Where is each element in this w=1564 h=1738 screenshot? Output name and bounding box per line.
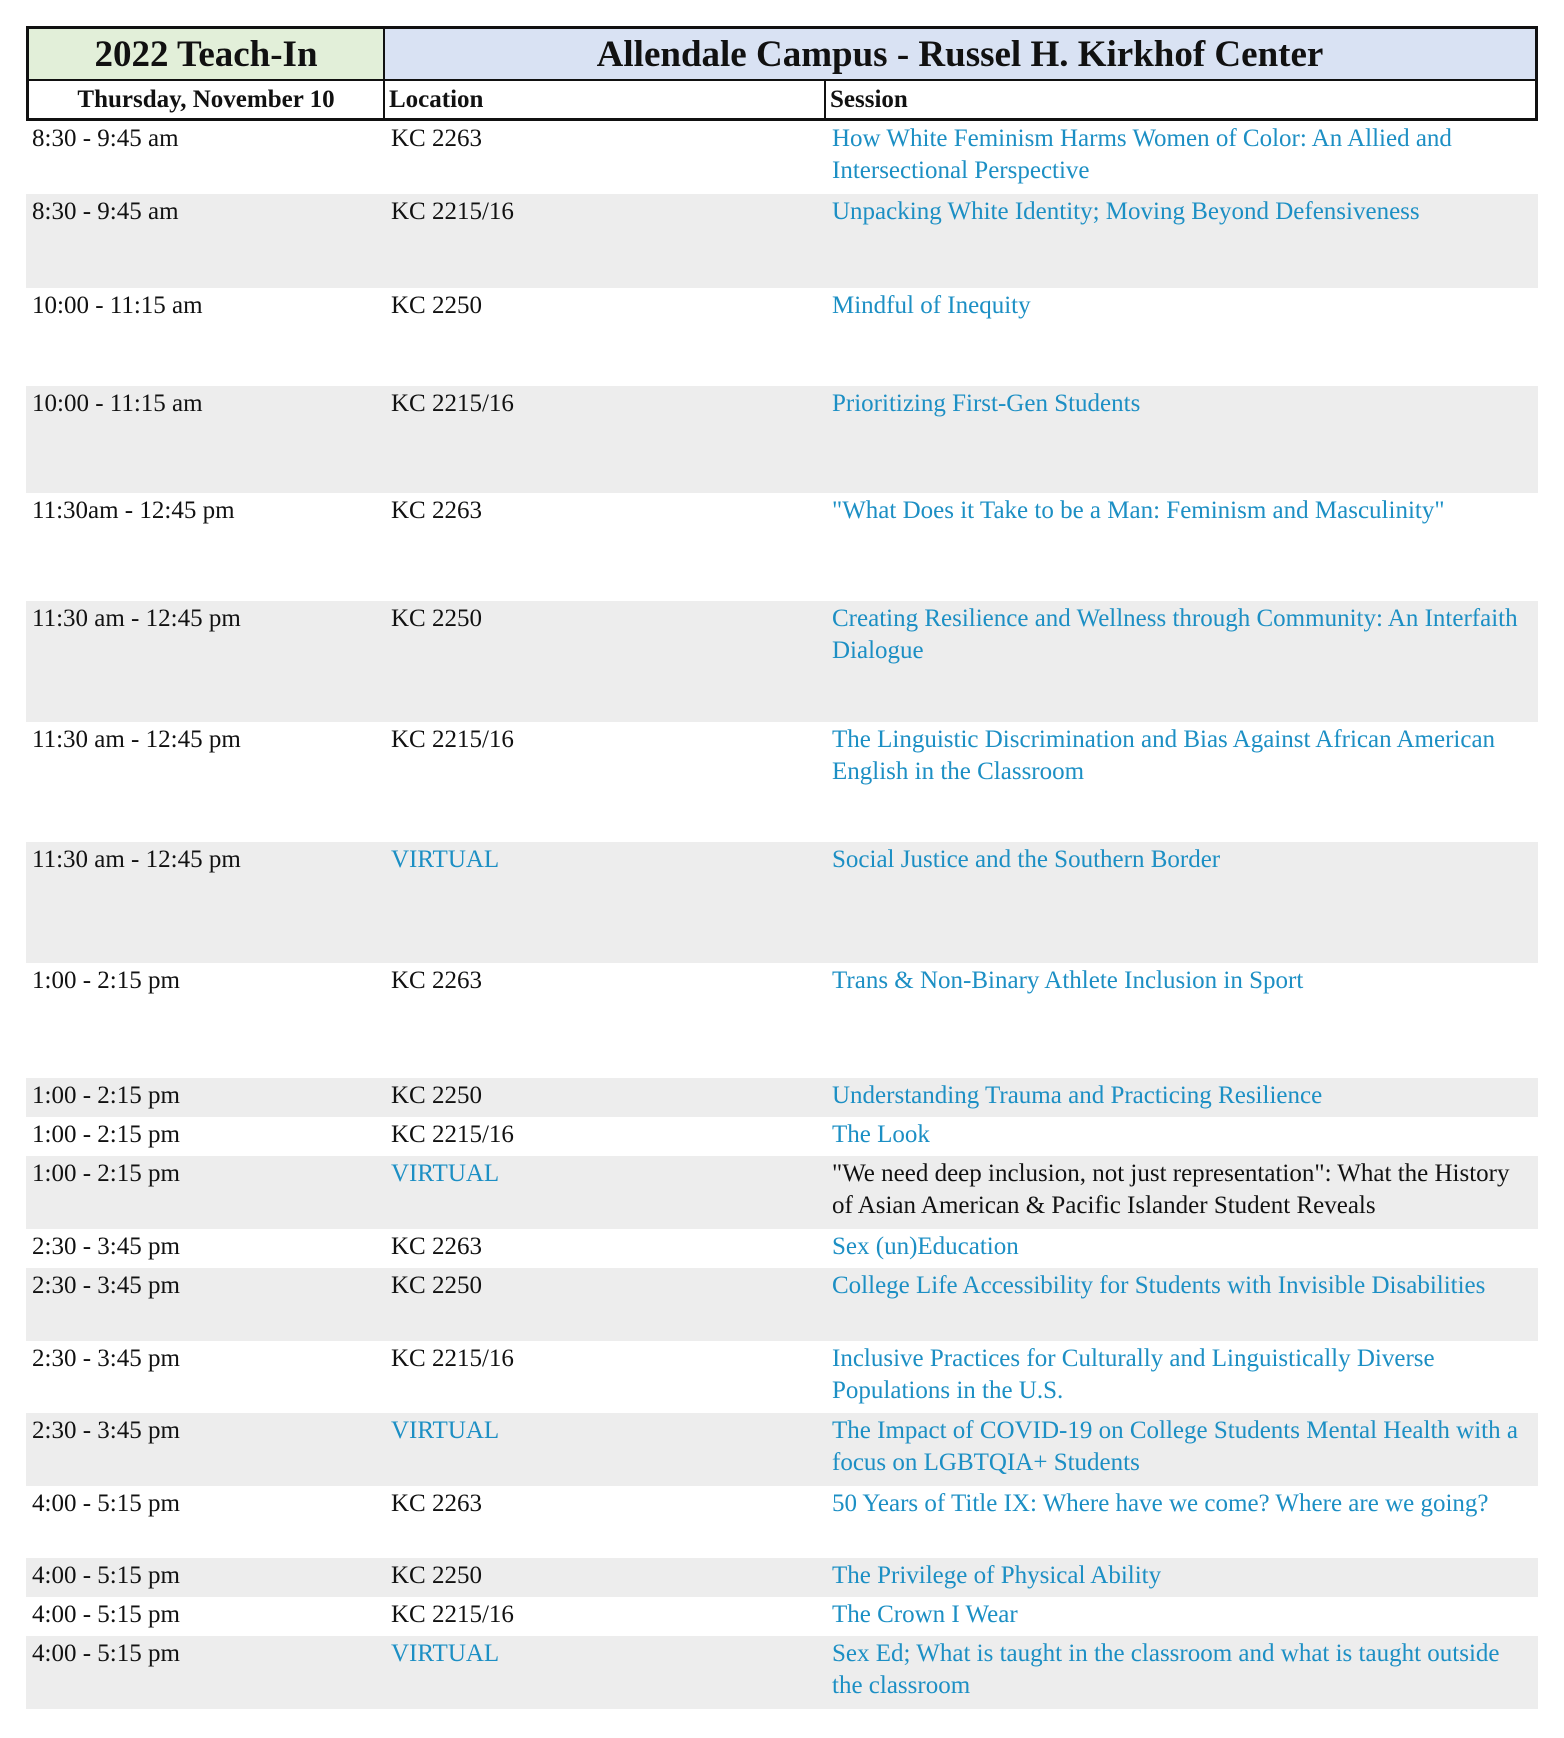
session-time: 4:00 - 5:15 pm bbox=[32, 1601, 180, 1628]
session-location: KC 2250 bbox=[391, 1082, 482, 1109]
table-row bbox=[26, 1341, 1538, 1413]
session-time: 4:00 - 5:15 pm bbox=[32, 1640, 180, 1667]
session-time: 2:30 - 3:45 pm bbox=[32, 1272, 180, 1299]
table-row bbox=[26, 493, 1538, 601]
venue-title: Allendale Campus - Russel H. Kirkhof Center bbox=[385, 26, 1538, 81]
session-title-link[interactable]: The Linguistic Discrimination and Bias Against African American English in the Classroom bbox=[832, 726, 1496, 785]
session-location: KC 2263 bbox=[391, 125, 482, 152]
table-row bbox=[26, 194, 1538, 288]
table-row bbox=[26, 121, 1538, 194]
session-time: 4:00 - 5:15 pm bbox=[32, 1490, 180, 1517]
table-row bbox=[26, 288, 1538, 386]
table-row bbox=[26, 963, 1538, 1078]
session-location: KC 2263 bbox=[391, 967, 482, 994]
session-location: KC 2263 bbox=[391, 1233, 482, 1260]
table-row bbox=[26, 1486, 1538, 1558]
session-time: 8:30 - 9:45 am bbox=[32, 198, 179, 225]
session-time: 11:30 am - 12:45 pm bbox=[32, 605, 241, 632]
session-location: KC 2215/16 bbox=[391, 1121, 514, 1148]
session-time: 1:00 - 2:15 pm bbox=[32, 1082, 180, 1109]
session-location: KC 2250 bbox=[391, 605, 482, 632]
session-time: 10:00 - 11:15 am bbox=[32, 390, 203, 417]
session-time: 11:30 am - 12:45 pm bbox=[32, 846, 241, 873]
session-location: KC 2215/16 bbox=[391, 198, 514, 225]
session-location: KC 2263 bbox=[391, 1490, 482, 1517]
session-title-link[interactable]: The Crown I Wear bbox=[832, 1601, 1018, 1628]
session-title-link[interactable]: College Life Accessibility for Students with Invisible Disabilities bbox=[832, 1272, 1486, 1299]
session-title-link[interactable]: Sex (un)Education bbox=[832, 1233, 1019, 1260]
title-row bbox=[26, 26, 1538, 81]
session-title-link[interactable]: Creating Resilience and Wellness through Community: An Interfaith Dialogue bbox=[832, 605, 1518, 664]
schedule-body bbox=[26, 121, 1538, 1709]
session-title-link[interactable]: How White Feminism Harms Women of Color: An Allied and Intersectional Perspective bbox=[832, 125, 1452, 184]
table-row bbox=[26, 1229, 1538, 1268]
virtual-location-link[interactable]: VIRTUAL bbox=[391, 1160, 500, 1187]
session-title-link[interactable]: The Look bbox=[832, 1121, 930, 1148]
session-column-header: Session bbox=[826, 81, 1538, 121]
session-time: 10:00 - 11:15 am bbox=[32, 292, 203, 319]
session-time: 4:00 - 5:15 pm bbox=[32, 1562, 180, 1589]
virtual-location-link[interactable]: VIRTUAL bbox=[391, 846, 500, 873]
table-row bbox=[26, 722, 1538, 842]
session-time: 2:30 - 3:45 pm bbox=[32, 1345, 180, 1372]
session-location: KC 2250 bbox=[391, 1562, 482, 1589]
session-time: 1:00 - 2:15 pm bbox=[32, 967, 180, 994]
table-row bbox=[26, 386, 1538, 493]
event-title: 2022 Teach-In bbox=[26, 26, 385, 81]
session-location: KC 2250 bbox=[391, 1272, 482, 1299]
session-time: 2:30 - 3:45 pm bbox=[32, 1233, 180, 1260]
session-location: KC 2215/16 bbox=[391, 1601, 514, 1628]
session-time: 11:30am - 12:45 pm bbox=[32, 497, 235, 524]
session-time: 1:00 - 2:15 pm bbox=[32, 1121, 180, 1148]
session-location: KC 2215/16 bbox=[391, 390, 514, 417]
session-title-link[interactable]: Mindful of Inequity bbox=[832, 292, 1031, 319]
session-title-link[interactable]: Understanding Trauma and Practicing Resilience bbox=[832, 1082, 1323, 1109]
virtual-location-link[interactable]: VIRTUAL bbox=[391, 1640, 500, 1667]
session-time: 8:30 - 9:45 am bbox=[32, 125, 179, 152]
table-row bbox=[26, 1117, 1538, 1156]
session-title-link[interactable]: Sex Ed; What is taught in the classroom and what is taught outside the classroom bbox=[832, 1640, 1500, 1699]
table-row bbox=[26, 1078, 1538, 1117]
session-title-link: "We need deep inclusion, not just representation": What the History of Asian American & Pacific Islander Student Reveals bbox=[832, 1160, 1510, 1219]
table-row bbox=[26, 1636, 1538, 1709]
session-title-link[interactable]: Inclusive Practices for Culturally and Linguistically Diverse Populations in the U.S. bbox=[832, 1345, 1435, 1404]
session-title-link[interactable]: Prioritizing First-Gen Students bbox=[832, 390, 1141, 417]
date-header: Thursday, November 10 bbox=[26, 81, 385, 121]
session-location: KC 2215/16 bbox=[391, 1345, 514, 1372]
session-location: KC 2263 bbox=[391, 497, 482, 524]
table-row bbox=[26, 1268, 1538, 1341]
column-header-row bbox=[26, 81, 1538, 121]
session-time: 2:30 - 3:45 pm bbox=[32, 1417, 180, 1444]
table-row bbox=[26, 601, 1538, 722]
session-location: KC 2215/16 bbox=[391, 726, 514, 753]
session-location: KC 2250 bbox=[391, 292, 482, 319]
table-row bbox=[26, 1413, 1538, 1486]
table-row bbox=[26, 1597, 1538, 1636]
session-title-link[interactable]: The Privilege of Physical Ability bbox=[832, 1562, 1162, 1589]
session-time: 1:00 - 2:15 pm bbox=[32, 1160, 180, 1187]
session-title-link[interactable]: 50 Years of Title IX: Where have we come? Where are we going? bbox=[832, 1490, 1489, 1517]
table-row bbox=[26, 1156, 1538, 1229]
session-title-link[interactable]: The Impact of COVID-19 on College Students Mental Health with a focus on LGBTQIA+ Students bbox=[832, 1417, 1518, 1476]
session-time: 11:30 am - 12:45 pm bbox=[32, 726, 241, 753]
table-row bbox=[26, 1558, 1538, 1597]
table-row bbox=[26, 842, 1538, 963]
virtual-location-link[interactable]: VIRTUAL bbox=[391, 1417, 500, 1444]
session-title-link[interactable]: Social Justice and the Southern Border bbox=[832, 846, 1221, 873]
location-column-header: Location bbox=[385, 81, 826, 121]
session-title-link[interactable]: Trans & Non-Binary Athlete Inclusion in Sport bbox=[832, 967, 1304, 994]
session-title-link[interactable]: "What Does it Take to be a Man: Feminism and Masculinity" bbox=[832, 497, 1445, 524]
schedule-table bbox=[26, 26, 1538, 1709]
session-title-link[interactable]: Unpacking White Identity; Moving Beyond Defensiveness bbox=[832, 198, 1420, 225]
